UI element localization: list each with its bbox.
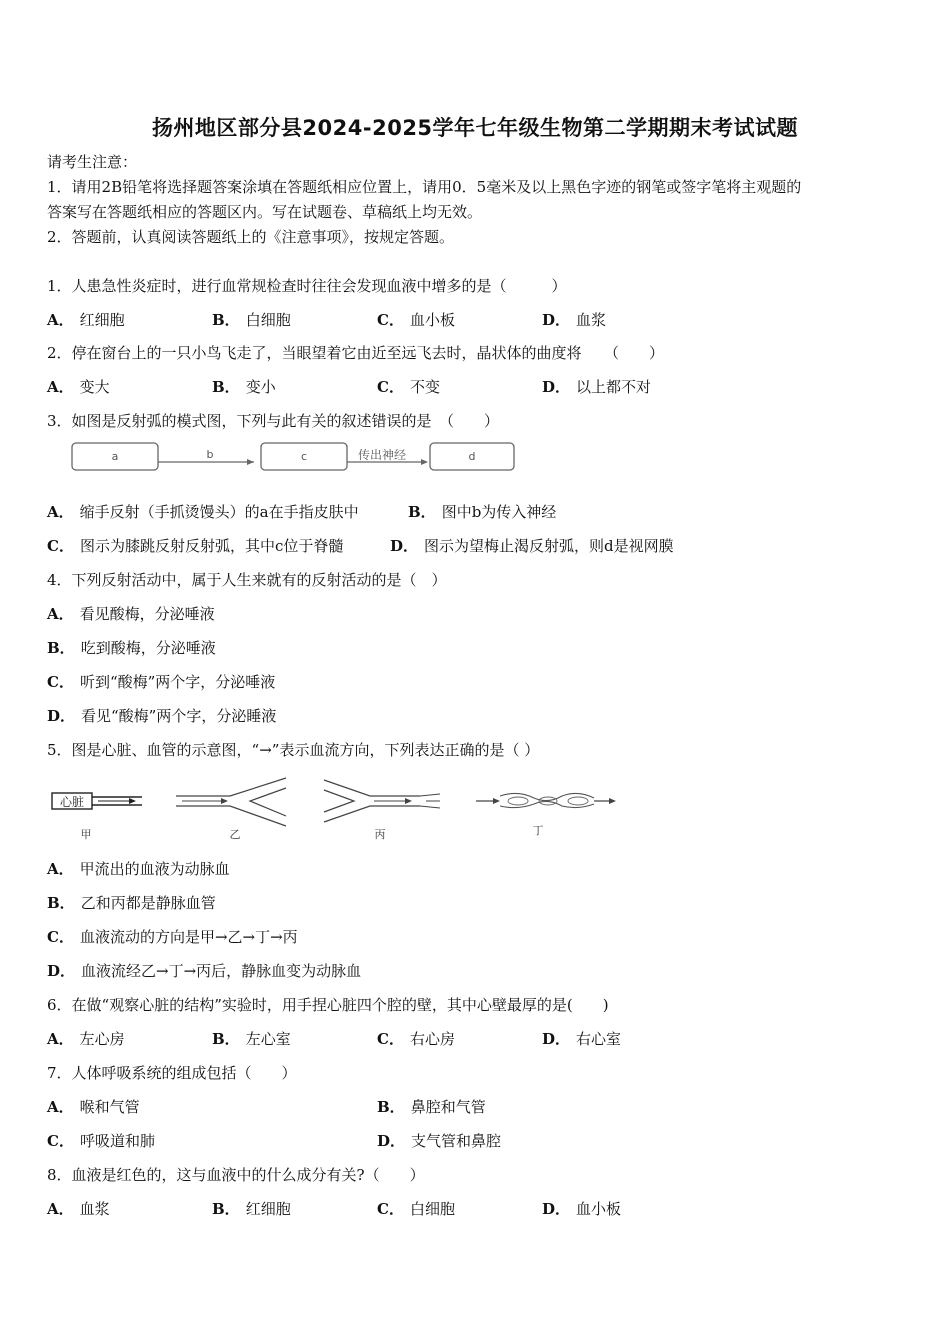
q2-option-b: B． 变小 <box>212 378 276 396</box>
q6-option-c: C． 右心房 <box>377 1030 455 1048</box>
q4-stem: 4．下列反射活动中，属于人生来就有的反射活动的是（ ） <box>47 571 447 589</box>
label-d: d <box>468 450 476 463</box>
q5-stem: 5．图是心脏、血管的示意图，“→”表示血流方向，下列表达正确的是（ ） <box>47 741 540 759</box>
q8-option-a: A． 血浆 <box>47 1200 110 1218</box>
q5-option-c: C． 血液流动的方向是甲→乙→丁→丙 <box>47 928 298 946</box>
q7-option-d: D． 支气管和鼻腔 <box>377 1132 502 1150</box>
q4-option-b: B． 吃到酸梅，分泌唾液 <box>47 639 216 657</box>
q8-option-d: D． 血小板 <box>542 1200 622 1218</box>
reflex-arc-diagram <box>68 440 528 476</box>
q2-stem: 2．停在窗台上的一只小鸟飞走了，当眼望着它由近至远飞去时，晶状体的曲度将 （ ） <box>47 344 665 362</box>
q3-option-a: A． 缩手反射（手抓烫馒头）的a在手指皮肤中 <box>47 503 359 521</box>
q2-option-a: A． 变大 <box>47 378 110 396</box>
label-jia: 甲 <box>80 828 92 841</box>
q8-option-b: B． 红细胞 <box>212 1200 291 1218</box>
q1-option-a: A． 红细胞 <box>47 311 125 329</box>
q6-option-b: B． 左心室 <box>212 1030 291 1048</box>
label-bing: 丙 <box>374 828 386 841</box>
q5-option-a: A． 甲流出的血液为动脉血 <box>47 860 230 878</box>
q5-option-d: D． 血液流经乙→丁→丙后，静脉血变为动脉血 <box>47 962 362 980</box>
capillary-ding <box>500 793 594 807</box>
label-a: a <box>111 450 119 463</box>
label-c: c <box>300 450 308 463</box>
notice-heading: 请考生注意： <box>47 153 138 171</box>
q7-stem: 7．人体呼吸系统的组成包括（ ） <box>47 1064 297 1082</box>
q6-stem: 6．在做“观察心脏的结构”实验时，用手捏心脏四个腔的壁，其中心壁最厚的是( ) <box>47 996 609 1014</box>
q4-option-d: D． 看见“酸梅”两个字，分泌睡液 <box>47 707 277 725</box>
label-yi: 乙 <box>229 828 241 841</box>
label-efferent: 传出神经 <box>357 448 407 462</box>
q8-stem: 8．血液是红色的，这与血液中的什么成分有关?（ ） <box>47 1166 425 1184</box>
label-b: b <box>206 448 214 461</box>
q6-option-a: A． 左心房 <box>47 1030 125 1048</box>
heart-label: 心脏 <box>59 795 85 809</box>
q1-option-b: B． 白细胞 <box>212 311 291 329</box>
q1-option-d: D． 血浆 <box>542 311 607 329</box>
q4-option-a: A． 看见酸梅，分泌唾液 <box>47 605 215 623</box>
q8-option-c: C． 白细胞 <box>377 1200 455 1218</box>
q4-option-c: C． 听到“酸梅”两个字，分泌唾液 <box>47 673 276 691</box>
q2-option-c: C． 不变 <box>377 378 440 396</box>
page-title: 扬州地区部分县2024-2025学年七年级生物第二学期期末考试试题 <box>151 116 799 140</box>
q7-option-a: A． 喉和气管 <box>47 1098 140 1116</box>
q3-option-b: B． 图中b为传入神经 <box>408 503 557 521</box>
notice-line-1: 1．请用2B铅笔将选择题答案涂填在答题纸相应位置上，请用0．5毫米及以上黑色字迹的钢笔或签字笔将主观题的 <box>47 178 802 196</box>
q2-option-d: D． 以上都不对 <box>542 378 652 396</box>
q1-stem: 1．人患急性炎症时，进行血常规检查时往往会发现血液中增多的是（ ） <box>47 277 567 295</box>
q3-stem: 3．如图是反射弧的模式图，下列与此有关的叙述错误的是 （ ） <box>47 412 500 430</box>
q3-option-c: C． 图示为膝跳反射反射弧，其中c位于脊髓 <box>47 537 344 555</box>
vessel-yi <box>176 778 286 826</box>
notice-line-3: 2．答题前，认真阅读答题纸上的《注意事项》，按规定答题。 <box>47 228 455 246</box>
q7-option-c: C． 呼吸道和肺 <box>47 1132 155 1150</box>
label-ding: 丁 <box>532 824 544 837</box>
notice-line-2: 答案写在答题纸相应的答题区内。写在试题卷、草稿纸上均无效。 <box>47 203 483 221</box>
heart-vessel-diagram <box>48 772 628 844</box>
q7-option-b: B． 鼻腔和气管 <box>377 1098 486 1116</box>
q6-option-d: D． 右心室 <box>542 1030 622 1048</box>
q3-option-d: D． 图示为望梅止渴反射弧，则d是视网膜 <box>390 537 674 555</box>
q5-option-b: B． 乙和丙都是静脉血管 <box>47 894 216 912</box>
q1-option-c: C． 血小板 <box>377 311 455 329</box>
